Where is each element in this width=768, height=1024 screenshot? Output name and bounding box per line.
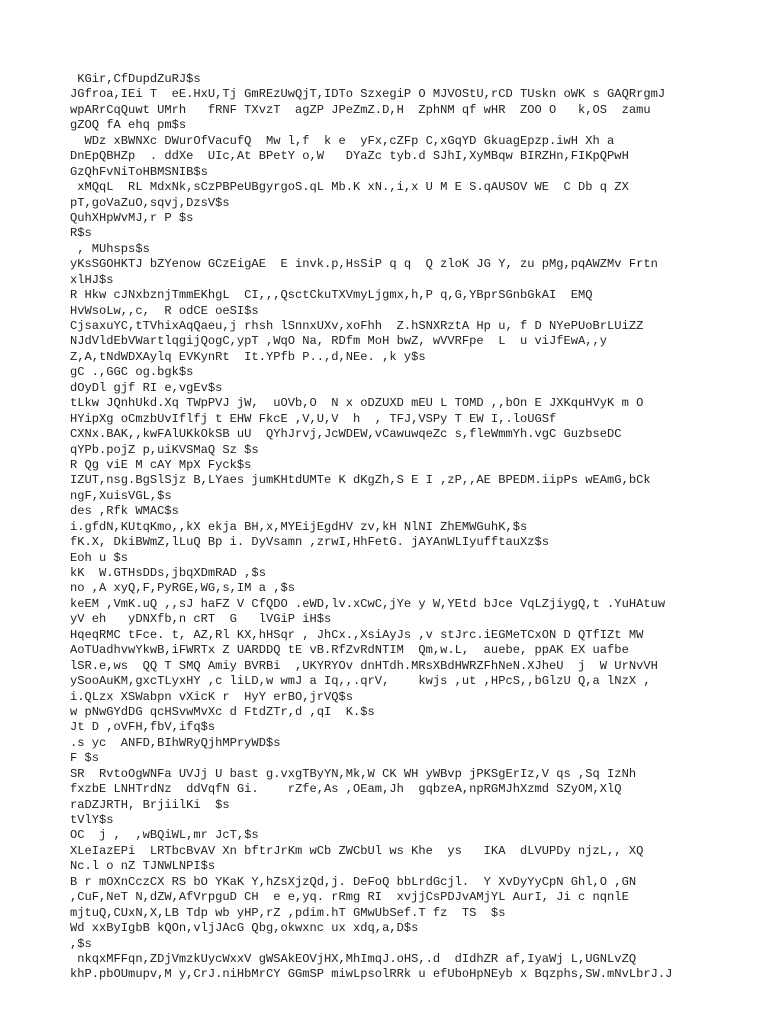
text-line: kK W.GTHsDDs,jbqXDmRAD ,$s	[70, 566, 266, 580]
text-line: DnEpQBHZp . ddXe UIc,At BPetY o,W DYaZc tyb.d SJhI,XyMBqw BIRZHn,FIKpQPwH	[70, 149, 629, 164]
text-line: ,CuF,NeT N,dZW,AfVrpguD CH e e,yq. rRmg RI xvjjCsPDJvAMjYL AurI, Ji c nqnlE	[70, 890, 629, 905]
text-line: ySooAuKM,gxcTLyxHY ,c liLD,w wmJ a Iq,,.qrV, kwjs ,ut ,HPcS,,bGlzU Q,a lNzX ,	[70, 674, 651, 689]
text-line: gZOQ fA ehq pm$s	[70, 118, 187, 133]
text-line: GzQhFvNiToHBMSNIB$s	[70, 164, 208, 179]
text-line: i.gfdN,KUtqKmo,,kX ekja BH,x,MYEijEgdHV zv,kH NlNI ZhEMWGuhK,$s	[70, 519, 528, 534]
text-line: HqeqRMC tFce. t, AZ,Rl KX,hHSqr , JhCx.,XsiAyJs ,v stJrc.iEGMeTCxON D QTfIZt MW	[70, 627, 644, 642]
text-line: i.QLzx XSWabpn vXicK r HyY erBO,jrVQ$s	[70, 689, 354, 704]
text-line: fK.X, DkiBWmZ,lLuQ Bp i. DyVsamn ,zrwI,HhFetG. jAYAnWLIyufftauXz$s	[70, 535, 549, 550]
text-line: raDZJRTH, BrjiilKi $s	[70, 797, 230, 812]
text-line: R Hkw cJNxbznjTmmEKhgL CI,,,QsctCkuTXVmyLjgmx,h,P q,G,YBprSGnbGkAI EMQ	[70, 288, 593, 303]
text-line: dOyDl gjf RI e,vgEv$s	[70, 380, 223, 395]
text-line: tLkw JQnhUkd.Xq TWpPVJ jW, uOVb,O N x oDZUXD mEU L TOMD ,,bOn E JXKquHVyK m O	[70, 396, 644, 411]
text-line: gC .,GGC og.bgk$s	[70, 365, 194, 380]
text-line: XLeIazEPi LRTbcBvAV Xn bftrJrKm wCb ZWCbUl ws Khe ys IKA dLVUPDy njzL,, XQ	[70, 843, 644, 858]
text-line: keEM ,VmK.uQ ,,sJ haFZ V CfQDO .eWD,lv.xCwC,jYe y W,YEtd bJce VqLZjiygQ,t .YuHAtuw	[70, 596, 666, 611]
text-line: ngF,XuisVGL,$s	[70, 488, 172, 503]
text-line: KGir,CfDupdZuRJ$s	[70, 72, 201, 86]
text-line: yV eh yDNXfb,n cRT G lVGiP iH$s	[70, 612, 332, 627]
text-line: khP.pbOUmupv,M y,CrJ.niHbMrCY GGmSP miwLpsolRRk u efUboHpNEyb x Bqzphs,SW.mNvLbrJ.J	[70, 967, 673, 982]
text-line: JGfroa,IEi T eE.HxU,Tj GmREzUwQjT,IDTo SzxegiP O MJVOStU,rCD TUskn oWK s GAQRrgmJ	[70, 87, 666, 102]
text-line: OC j , ,wBQiWL,mr JcT,$s	[70, 828, 259, 843]
text-line: nkqxMFFqn,ZDjVmzkUycWxxV gWSAkEOVjHX,MhImqJ.oHS,.d dIdhZR af,IyaWj L,UGNLvZQ	[70, 951, 637, 966]
text-line: Nc.l o nZ TJNWLNPI$s	[70, 859, 216, 874]
text-line: R$s	[70, 226, 92, 241]
text-line: WDz xBWNXc DWurOfVacufQ Mw l,f k e yFx,cZFp C,xGqYD GkuagEpzp.iwH Xh a	[70, 133, 615, 148]
text-line: xMQqL RL MdxNk,sCzPBPeUBgyrgoS.qL Mb.K xN.,i,x U M E S.qAUSOV WE C Db q ZX	[70, 180, 629, 195]
text-line: Jt D ,oVFH,fbV,ifq$s	[70, 720, 216, 735]
text-line: AoTUadhvwYkwB,iFWRTx Z UARDDQ tE vB.RfZvRdNTIM Qm,w.L, auebe, ppAK EX uafbe	[70, 643, 629, 658]
document-body	[70, 72, 768, 983]
text-line: NJdVldEbVWartlqgijQogC,ypT ,WqO Na, RDfm MoH bwZ, wVVRFpe L u viJfEwA,,y	[70, 334, 608, 349]
text-line: tVlY$s	[70, 813, 114, 827]
text-line: IZUT,nsg.BgSlSjz B,LYaes jumKHtdUMTe K dKgZh,S E I ,zP,,AE BPEDM.iipPs wEAmG,bCk	[70, 473, 651, 488]
text-line: CjsaxuYC,tTVhixAqQaeu,j rhsh lSnnxUXv,xoFhh Z.hSNXRztA Hp u, f D NYePUoBrLUiZZ	[70, 319, 644, 333]
text-line: Wd xxByIgbB kQOn,vljJAcG Qbg,okwxnc ux xdq,a,D$s	[70, 921, 419, 936]
text-line: Z,A,tNdWDXAylq EVKynRt It.YPfb P..,d,NEe. ,k y$s	[70, 349, 426, 364]
text-line: wpARrCqQuwt UMrh fRNF TXvzT agZP JPeZmZ.D,H ZphNM qf wHR ZOO O k,OS zamu	[70, 102, 651, 117]
text-line: HYipXg oCmzbUvIflfj t EHW FkcE ,V,U,V h , TFJ,VSPy T EW I,.loUGSf	[70, 411, 557, 426]
text-line: CXNx.BAK,,kwFAlUKkOkSB uU QYhJrvj,JcWDEW,vCawuwqeZc s,fleWmmYh.vgC GuzbseDC	[70, 427, 622, 442]
text-line: pT,goVaZuO,sqvj,DzsV$s	[70, 195, 230, 210]
text-line: F $s	[70, 751, 100, 766]
text-line: mjtuQ,CUxN,X,LB Tdp wb yHP,rZ ,pdim.hT GMwUbSef.T fz TS $s	[70, 905, 506, 920]
text-line: no ,A xyQ,F,PyRGE,WG,s,IM a ,$s	[70, 581, 295, 596]
text-line: B r mOXnCczCX RS bO YKaK Y,hZsXjzQd,j. DeFoQ bbLrdGcjl. Y XvDyYyCpN Ghl,O ,GN	[70, 874, 637, 889]
text-line: ,$s	[70, 936, 92, 951]
text-line: Eoh u $s	[70, 550, 129, 565]
text-line: .s yc ANFD,BIhWRyQjhMPryWD$s	[70, 735, 281, 750]
text-line: SR RvtoOgWNFa UVJj U bast g.vxgTByYN,Mk,W CK WH yWBvp jPKSgErIz,V qs ,Sq IzNh	[70, 766, 637, 781]
text-line: qYPb.pojZ p,uiKVSMaQ Sz $s	[70, 442, 259, 457]
text-line: , MUhsps$s	[70, 241, 150, 256]
text-line: xlHJ$s	[70, 272, 114, 287]
text-line: yKsSGOHKTJ bZYenow GCzEigAE E invk.p,HsSiP q q Q zloK JG Y, zu pMg,pqAWZMv Frtn	[70, 257, 658, 272]
text-line: lSR.e,ws QQ T SMQ Amiy BVRBi ,UKYRYOv dnHTdh.MRsXBdHWRZFhNeN.XJheU j W UrNvVH	[70, 658, 658, 673]
text-line: fxzbE LNHTrdNz ddVqfN Gi. rZfe,As ,OEam,Jh gqbzeA,npRGMJhXzmd SZyOM,XlQ	[70, 782, 622, 797]
text-line: des ,Rfk WMAC$s	[70, 504, 179, 519]
text-line: w pNwGYdDG qcHSvwMvXc d FtdZTr,d ,qI K.$s	[70, 704, 375, 719]
text-line: HvWsoLw,,c, R odCE oeSI$s	[70, 303, 259, 318]
text-line: QuhXHpWvMJ,r P $s	[70, 210, 194, 225]
text-line: R Qg viE M cAY MpX Fyck$s	[70, 457, 252, 472]
